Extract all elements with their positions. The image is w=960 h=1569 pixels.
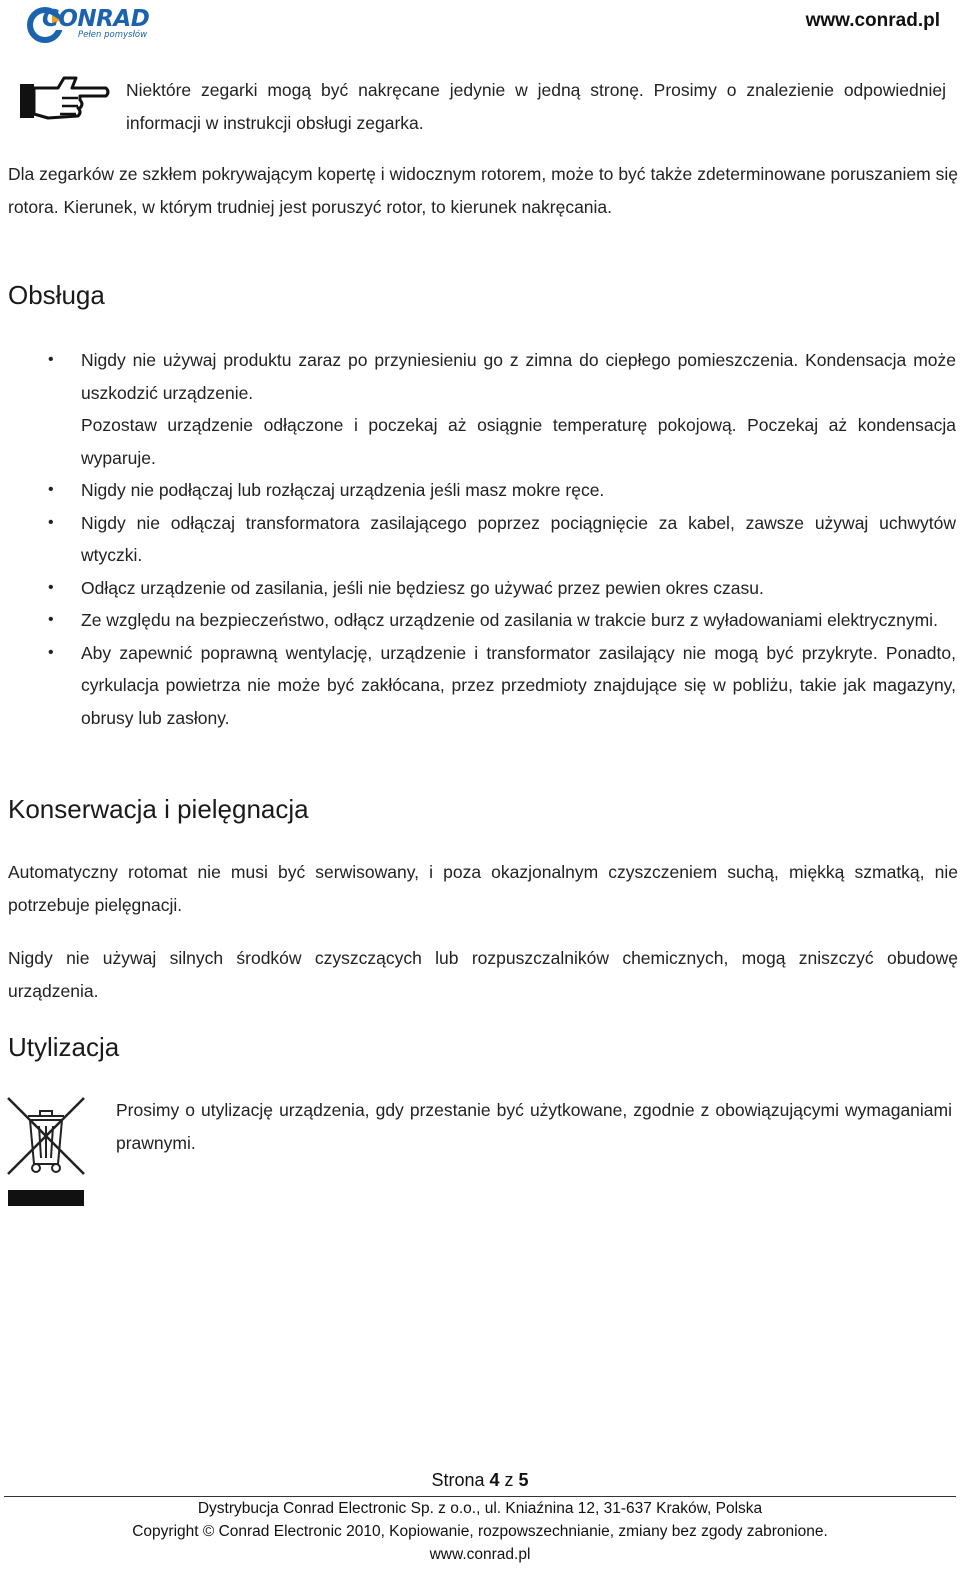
- footer-divider: [4, 1496, 956, 1497]
- footer-url[interactable]: www.conrad.pl: [429, 1546, 531, 1563]
- intro-paragraph: Dla zegarków ze szkłem pokrywającym kopertę i widocznym rotorem, może to być także zdeterminowane poruszaniem się rotora. Kierunek, w którym trudniej jest poruszyć rotor, to kierunek nakręcania.: [8, 164, 958, 217]
- header-url[interactable]: www.conrad.pl: [805, 10, 940, 31]
- list-item: • Nigdy nie odłączaj transformatora zasilającego poprzez pociągnięcie za kabel, zawsze używaj uchwytów wtyczki.: [8, 507, 956, 572]
- pointing-hand-icon: [18, 72, 110, 122]
- logo-text: CONRAD: [42, 6, 150, 32]
- crossed-out-bin-icon: [6, 1094, 86, 1210]
- page-separator: z: [499, 1470, 519, 1490]
- list-item: • Odłącz urządzenie od zasilania, jeśli nie będziesz go używać przez pewien okres czasu.: [8, 572, 956, 605]
- logo-tagline: Pełen pomysłów: [78, 30, 148, 40]
- note-text: Niektóre zegarki mogą być nakręcane jedynie w jedną stronę. Prosimy o znalezienie odpowiedniej informacji w instrukcji obsługi zegarka.: [126, 80, 946, 133]
- page-current: 4: [489, 1470, 500, 1490]
- list-item: • Nigdy nie używaj produktu zaraz po przyniesieniu go z zimna do ciepłego pomieszczenia. Kondensacja może uszkodzić urządzenie.: [8, 344, 956, 409]
- list-item: • Nigdy nie podłączaj lub rozłączaj urządzenia jeśli masz mokre ręce.: [8, 474, 956, 507]
- obsluga-list: [8, 344, 956, 734]
- footer-distribution: Dystrybucja Conrad Electronic Sp. z o.o., ul. Kniaźnina 12, 31-637 Kraków, Polska: [197, 1500, 763, 1517]
- konserwacja-paragraph-1: Automatyczny rotomat nie musi być serwisowany, i poza okazjonalnym czyszczeniem suchą, miękką szmatką, nie potrzebuje pielęgnacji.: [8, 862, 958, 915]
- list-item: Pozostaw urządzenie odłączone i poczekaj aż osiągnie temperaturę pokojową. Poczekaj aż kondensacja wyparuje.: [81, 415, 956, 468]
- list-item: • Aby zapewnić poprawną wentylację, urządzenie i transformator zasilający nie mogą być przykryte. Ponadto, cyrkulacja powietrza nie może być zakłócana, przez przedmioty znajdujące się w pobliżu, takie jak magazyny, obrusy lub zasłony.: [8, 637, 956, 735]
- utylizacja-text: Prosimy o utylizację urządzenia, gdy przestanie być użytkowane, zgodnie z obowiązującymi wymaganiami prawnymi.: [116, 1100, 952, 1153]
- section-title-obsluga: Obsługa: [8, 280, 105, 310]
- page-number: [0, 1470, 960, 1491]
- list-item: • Ze względu na bezpieczeństwo, odłącz urządzenie od zasilania w trakcie burz z wyładowaniami elektrycznymi.: [8, 604, 956, 637]
- section-title-konserwacja: Konserwacja i pielęgnacja: [8, 794, 309, 824]
- footer-copyright: Copyright © Conrad Electronic 2010, Kopiowanie, rozpowszechnianie, zmiany bez zgody zabronione.: [132, 1523, 828, 1540]
- konserwacja-paragraph-2: Nigdy nie używaj silnych środków czyszczących lub rozpuszczalników chemicznych, mogą zniszczyć obudowę urządzenia.: [8, 948, 958, 1001]
- page-total: 5: [518, 1470, 529, 1490]
- page-prefix: Strona: [431, 1470, 490, 1490]
- section-title-utylizacja: Utylizacja: [8, 1032, 120, 1062]
